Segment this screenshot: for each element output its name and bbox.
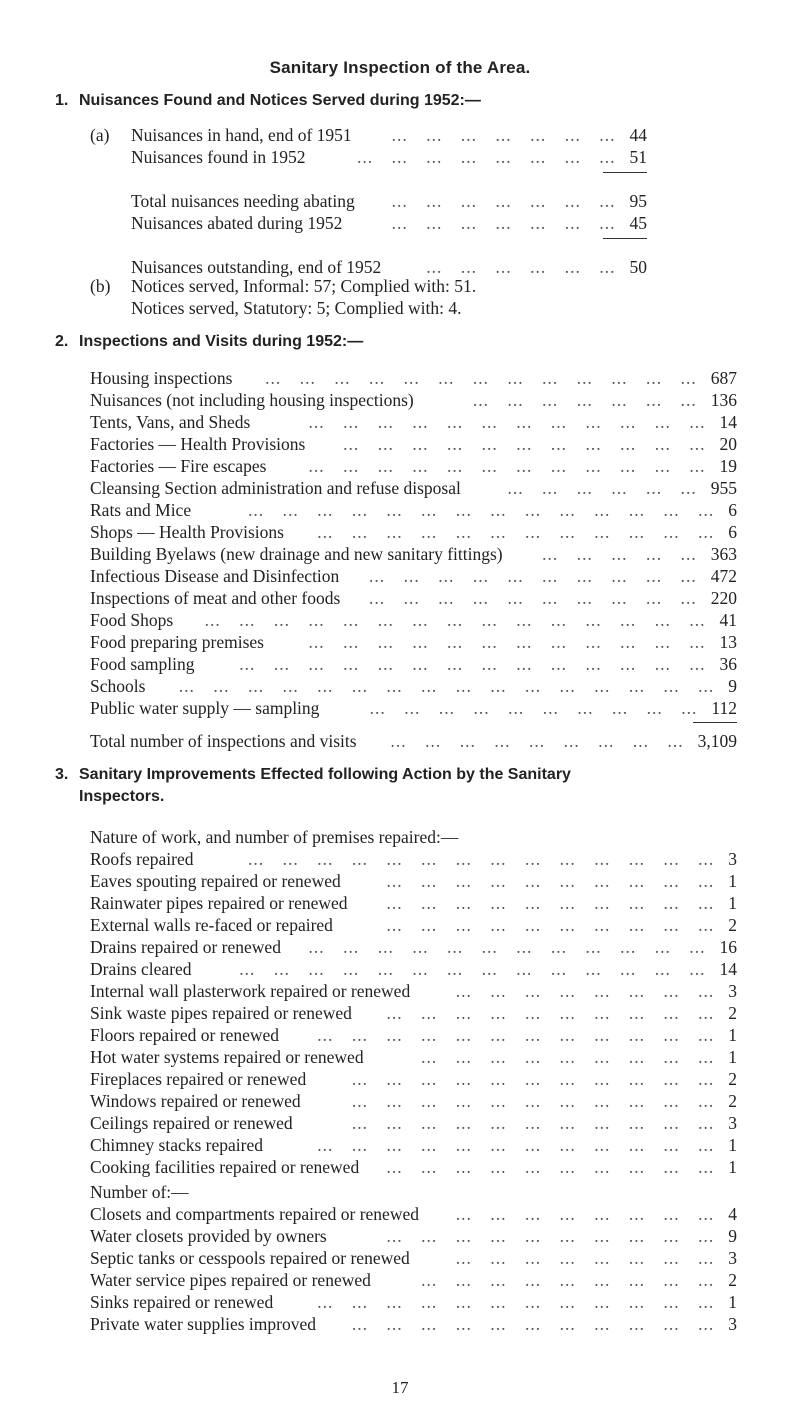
row-label: Nuisances (not including housing inspections) [90,390,414,410]
row-label: Infectious Disease and Disinfection [90,566,340,586]
dot-leader: ... ... ... ... ... ... ... ... ... [421,1270,715,1290]
table-row [90,1156,737,1178]
row-value: 95 [629,191,647,211]
row-label: Factories — Health Provisions [90,434,306,454]
section-number: 2. [55,333,69,350]
table-row [90,521,737,543]
notices-informal: Notices served, Informal: 57; Complied with: 51. [131,276,477,296]
row-label: Roofs repaired [90,849,194,869]
table-row [90,980,737,1002]
section-3-heading-cont [79,788,164,806]
row-value: 2 [728,1270,737,1290]
dot-leader: ... ... ... ... ... ... ... ... ... ... ... [351,1091,715,1111]
row-value: 51 [629,147,647,167]
row-label: Food preparing premises [90,632,264,652]
row-label: Eaves spouting repaired or renewed [90,871,341,891]
row-value: 6 [728,522,737,542]
row-value: 45 [629,213,647,233]
row-value: 2 [728,1069,737,1089]
row-label: Drains repaired or renewed [90,937,281,957]
dot-leader: ... ... ... ... ... ... ... [391,191,616,211]
dot-leader: ... ... ... ... ... ... ... ... ... ... ... ... ... ... ... ... [178,676,715,696]
dot-leader: ... ... ... ... ... ... ... ... ... ... [369,588,697,608]
table-row [90,697,737,719]
dot-leader: ... ... ... ... ... [542,544,697,564]
section-2-heading [55,333,363,351]
row-label: Fireplaces repaired or renewed [90,1069,307,1089]
row-label: Water closets provided by owners [90,1226,327,1246]
row-label: Public water supply — sampling [90,698,320,718]
section-title: Inspections and Visits during 1952:— [79,333,364,350]
row-value: 3 [728,981,737,1001]
row-label: Shops — Health Provisions [90,522,284,542]
section-intro: Nature of work, and number of premises repaired:— [90,827,459,847]
dot-leader: ... ... ... ... ... ... ... ... ... [390,731,684,751]
dot-leader: ... ... ... ... ... ... ... ... ... ... ... [343,434,706,454]
table-row [90,1112,737,1134]
row-value: 36 [719,654,737,674]
table-row [90,565,737,587]
dot-leader: ... ... ... ... ... ... ... ... ... ... ... ... [308,412,706,432]
row-label: Rats and Mice [90,500,192,520]
dot-leader: ... ... ... ... ... ... ... ... ... ... ... [351,1069,715,1089]
row-value: 3 [728,1248,737,1268]
row-value: 2 [728,1003,737,1023]
table-row [90,1046,737,1068]
row-value: 3 [728,1314,737,1334]
row-value: 3,109 [697,731,737,751]
dot-leader: ... ... ... ... ... ... ... ... ... ... ... ... ... ... [248,500,715,520]
notices-statutory: Notices served, Statutory: 5; Complied with: 4. [131,298,462,318]
row-value: 9 [728,676,737,696]
row-value: 1 [728,1135,737,1155]
dot-leader: ... ... ... ... ... ... ... ... ... ... ... ... [308,937,706,957]
row-value: 14 [719,412,737,432]
dot-leader: ... ... ... ... ... ... ... ... [455,1204,715,1224]
table-row [90,1247,737,1269]
row-label: Internal wall plasterwork repaired or renewed [90,981,411,1001]
row-label: Sink waste pipes repaired or renewed [90,1003,352,1023]
table-row [90,631,737,653]
table-row [131,146,647,168]
row-value: 220 [710,588,737,608]
row-value: 136 [710,390,737,410]
table-row [90,1090,737,1112]
dot-leader: ... ... ... ... ... ... ... ... ... ... [386,1003,715,1023]
table-row [90,1269,737,1291]
sum-rule [693,722,737,723]
row-label: Nuisances found in 1952 [131,147,306,167]
row-value: 13 [719,632,737,652]
dot-leader: ... ... ... ... ... ... ... ... ... ... ... ... [317,522,715,542]
dot-leader: ... ... ... ... ... ... ... ... ... ... ... ... [317,1135,715,1155]
table-row [90,389,737,411]
table-row [90,1313,737,1335]
dot-leader: ... ... ... ... ... ... ... ... ... ... ... ... [317,1292,715,1312]
section-1-heading [55,92,481,110]
row-label: Hot water systems repaired or renewed [90,1047,364,1067]
row-value: 955 [710,478,737,498]
dot-leader: ... ... ... ... ... ... ... ... ... ... ... ... ... ... [239,959,706,979]
row-value: 2 [728,915,737,935]
section-title: Sanitary Improvements Effected following Action by the Sanitary [79,766,571,783]
dot-leader: ... ... ... ... ... ... ... ... ... ... [386,915,715,935]
table-row [131,212,647,234]
dot-leader: ... ... ... ... ... ... ... ... ... ... [386,1157,715,1177]
table-row [90,499,737,521]
row-value: 20 [719,434,737,454]
table-row [90,543,737,565]
table-row [90,609,737,631]
number-of-label: Number of:— [90,1182,189,1202]
table-row [90,1291,737,1313]
dot-leader: ... ... ... ... ... ... ... ... ... ... [386,893,715,913]
table-row [90,477,737,499]
row-value: 1 [728,1292,737,1312]
dot-leader: ... ... ... ... ... ... [507,478,697,498]
row-value: 3 [728,1113,737,1133]
total-row [90,730,737,752]
section-number: 1. [55,92,69,109]
table-row [90,914,737,936]
dot-leader: ... ... ... ... ... ... ... ... ... ... ... ... ... ... [239,654,706,674]
section-3-heading [55,766,755,784]
row-value: 2 [728,1091,737,1111]
table-row [90,587,737,609]
row-value: 16 [719,937,737,957]
table-row [90,958,737,980]
dot-leader: ... ... ... ... ... ... [426,257,616,277]
dot-leader: ... ... ... ... ... ... ... ... [455,981,715,1001]
row-label: Cooking facilities repaired or renewed [90,1157,360,1177]
dot-leader: ... ... ... ... ... ... ... ... ... ... ... ... [308,456,706,476]
table-row [90,1024,737,1046]
dot-leader: ... ... ... ... ... ... ... ... ... ... ... ... [308,632,706,652]
table-row [131,190,647,212]
row-label: Building Byelaws (new drainage and new sanitary fittings) [90,544,503,564]
row-value: 6 [728,500,737,520]
table-row [90,892,737,914]
row-label: Schools [90,676,146,696]
row-label: Inspections of meat and other foods [90,588,341,608]
dot-leader: ... ... ... ... ... ... ... [391,213,616,233]
dot-leader: ... ... ... ... ... ... ... ... [357,147,616,167]
row-label: Food Shops [90,610,174,630]
table-row [131,124,647,146]
dot-leader: ... ... ... ... ... ... ... ... ... ... ... [351,1314,715,1334]
row-value: 1 [728,1025,737,1045]
row-label: Food sampling [90,654,195,674]
row-label: Closets and compartments repaired or renewed [90,1204,419,1224]
table-row [90,455,737,477]
item-label: (a) [90,125,110,145]
table-row [90,936,737,958]
dot-leader: ... ... ... ... ... ... ... ... ... ... ... ... [317,1025,715,1045]
row-label: Nuisances in hand, end of 1951 [131,125,352,145]
dot-leader: ... ... ... ... ... ... ... ... ... ... [386,1226,715,1246]
row-value: 50 [629,257,647,277]
row-label: Total nuisances needing abating [131,191,355,211]
dot-leader: ... ... ... ... ... ... ... ... ... ... ... ... ... ... ... [204,610,706,630]
table-row [90,653,737,675]
table-row [90,848,737,870]
row-value: 687 [710,368,737,388]
row-label: Water service pipes repaired or renewed [90,1270,371,1290]
item-label: (b) [90,276,111,296]
table-row [90,1068,737,1090]
dot-leader: ... ... ... ... ... ... ... ... ... ... ... [351,1113,715,1133]
row-value: 363 [710,544,737,564]
section-title: Nuisances Found and Notices Served during 1952:— [79,92,481,109]
dot-leader: ... ... ... ... ... ... ... ... ... ... [369,566,697,586]
row-label: Factories — Fire escapes [90,456,267,476]
row-label: Chimney stacks repaired [90,1135,264,1155]
page-title: Sanitary Inspection of the Area. [269,58,531,77]
row-label: Windows repaired or renewed [90,1091,301,1111]
dot-leader: ... ... ... ... ... ... ... [472,390,697,410]
table-row [90,367,737,389]
row-value: 1 [728,893,737,913]
table-row [90,411,737,433]
table-row [90,1134,737,1156]
row-value: 44 [629,125,647,145]
row-value: 4 [728,1204,737,1224]
dot-leader: ... ... ... ... ... ... ... ... ... ... ... ... ... [265,368,697,388]
dot-leader: ... ... ... ... ... ... ... ... ... ... [369,698,698,718]
section-title-cont: Inspectors. [79,788,165,805]
row-value: 1 [728,1157,737,1177]
row-label: Tents, Vans, and Sheds [90,412,251,432]
table-row [90,870,737,892]
row-label: Total number of inspections and visits [90,731,357,751]
row-value: 472 [710,566,737,586]
row-value: 41 [719,610,737,630]
table-row [90,1225,737,1247]
sum-rule [603,238,647,239]
row-value: 3 [728,849,737,869]
sum-rule [603,172,647,173]
row-label: Nuisances outstanding, end of 1952 [131,257,382,277]
row-label: Rainwater pipes repaired or renewed [90,893,348,913]
row-value: 9 [728,1226,737,1246]
dot-leader: ... ... ... ... ... ... ... ... ... ... ... ... ... ... [248,849,715,869]
row-value: 14 [719,959,737,979]
row-value: 1 [728,1047,737,1067]
row-value: 1 [728,871,737,891]
row-value: 19 [719,456,737,476]
row-label: Floors repaired or renewed [90,1025,280,1045]
row-label: Nuisances abated during 1952 [131,213,343,233]
dot-leader: ... ... ... ... ... ... ... ... ... [421,1047,715,1067]
dot-leader: ... ... ... ... ... ... ... ... [455,1248,715,1268]
dot-leader: ... ... ... ... ... ... ... ... ... ... [386,871,715,891]
dot-leader: ... ... ... ... ... ... ... [391,125,616,145]
row-label: Sinks repaired or renewed [90,1292,274,1312]
table-row [90,433,737,455]
row-label: External walls re-faced or repaired [90,915,333,935]
table-row [90,1002,737,1024]
row-label: Housing inspections [90,368,233,388]
table-row [90,1203,737,1225]
row-label: Ceilings repaired or renewed [90,1113,293,1133]
section-number: 3. [55,766,69,783]
row-label: Cleansing Section administration and refuse disposal [90,478,461,498]
page-number: 17 [391,1378,409,1397]
row-value: 112 [711,698,737,718]
row-label: Private water supplies improved [90,1314,316,1334]
row-label: Septic tanks or cesspools repaired or renewed [90,1248,410,1268]
row-label: Drains cleared [90,959,192,979]
table-row [90,675,737,697]
